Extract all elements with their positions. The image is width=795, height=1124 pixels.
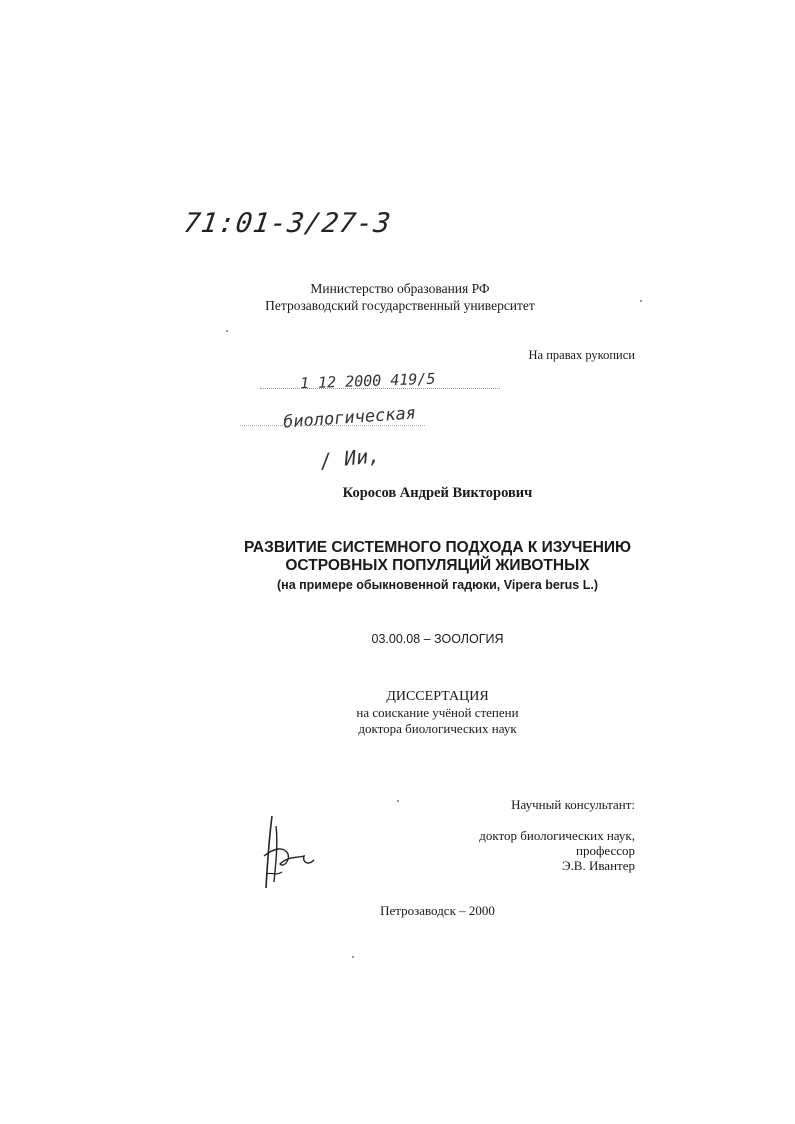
dotted-divider (260, 388, 500, 389)
specialty-code: 03.00.08 – ЗООЛОГИЯ (371, 632, 504, 646)
author-name: Коросов Андрей Викторович (342, 485, 533, 501)
consultant-degree: доктор биологических наук, (479, 828, 635, 843)
dotted-divider (240, 425, 425, 426)
institution-header (200, 280, 600, 314)
title-line: РАЗВИТИЕ СИСТЕМНОГО ПОДХОДА К ИЗУЧЕНИЮ (243, 539, 632, 556)
consultant-rank: профессор (575, 843, 635, 858)
ministry-name: Министерство образования РФ (310, 281, 490, 296)
degree-line: на соискание учёной степени (356, 705, 519, 720)
dissertation-title (200, 539, 675, 575)
city-year: Петрозаводск – 2000 (380, 903, 495, 918)
manuscript-rights-notice: На правах рукописи (528, 348, 635, 362)
consultant-details (420, 828, 635, 873)
scan-speck (352, 956, 354, 958)
archive-code-handwritten: 71:01-3/27-3 (181, 208, 394, 239)
scan-speck (226, 330, 228, 332)
consultant-name: Э.В. Ивантер (561, 858, 635, 873)
dissertation-subtitle: (на примере обыкновенной гадюки, Vipera berus L.) (276, 578, 598, 592)
consultant-label: Научный консультант: (511, 797, 635, 812)
degree-block (200, 689, 675, 737)
title-line: ОСТРОВНЫХ ПОПУЛЯЦИЙ ЖИВОТНЫХ (285, 557, 590, 574)
registration-handwritten: 1 12 2000 419/5 (299, 369, 436, 393)
scan-speck (397, 800, 399, 802)
university-name: Петрозаводский государственный университет (265, 298, 535, 313)
specialty-note-handwritten: биологическая (282, 403, 417, 433)
scan-speck (640, 300, 642, 302)
degree-line: доктора биологических наук (358, 721, 517, 736)
initials-handwritten: / Ии, (318, 442, 382, 474)
document-type: ДИССЕРТАЦИЯ (386, 689, 489, 704)
signature-mark (258, 812, 318, 892)
